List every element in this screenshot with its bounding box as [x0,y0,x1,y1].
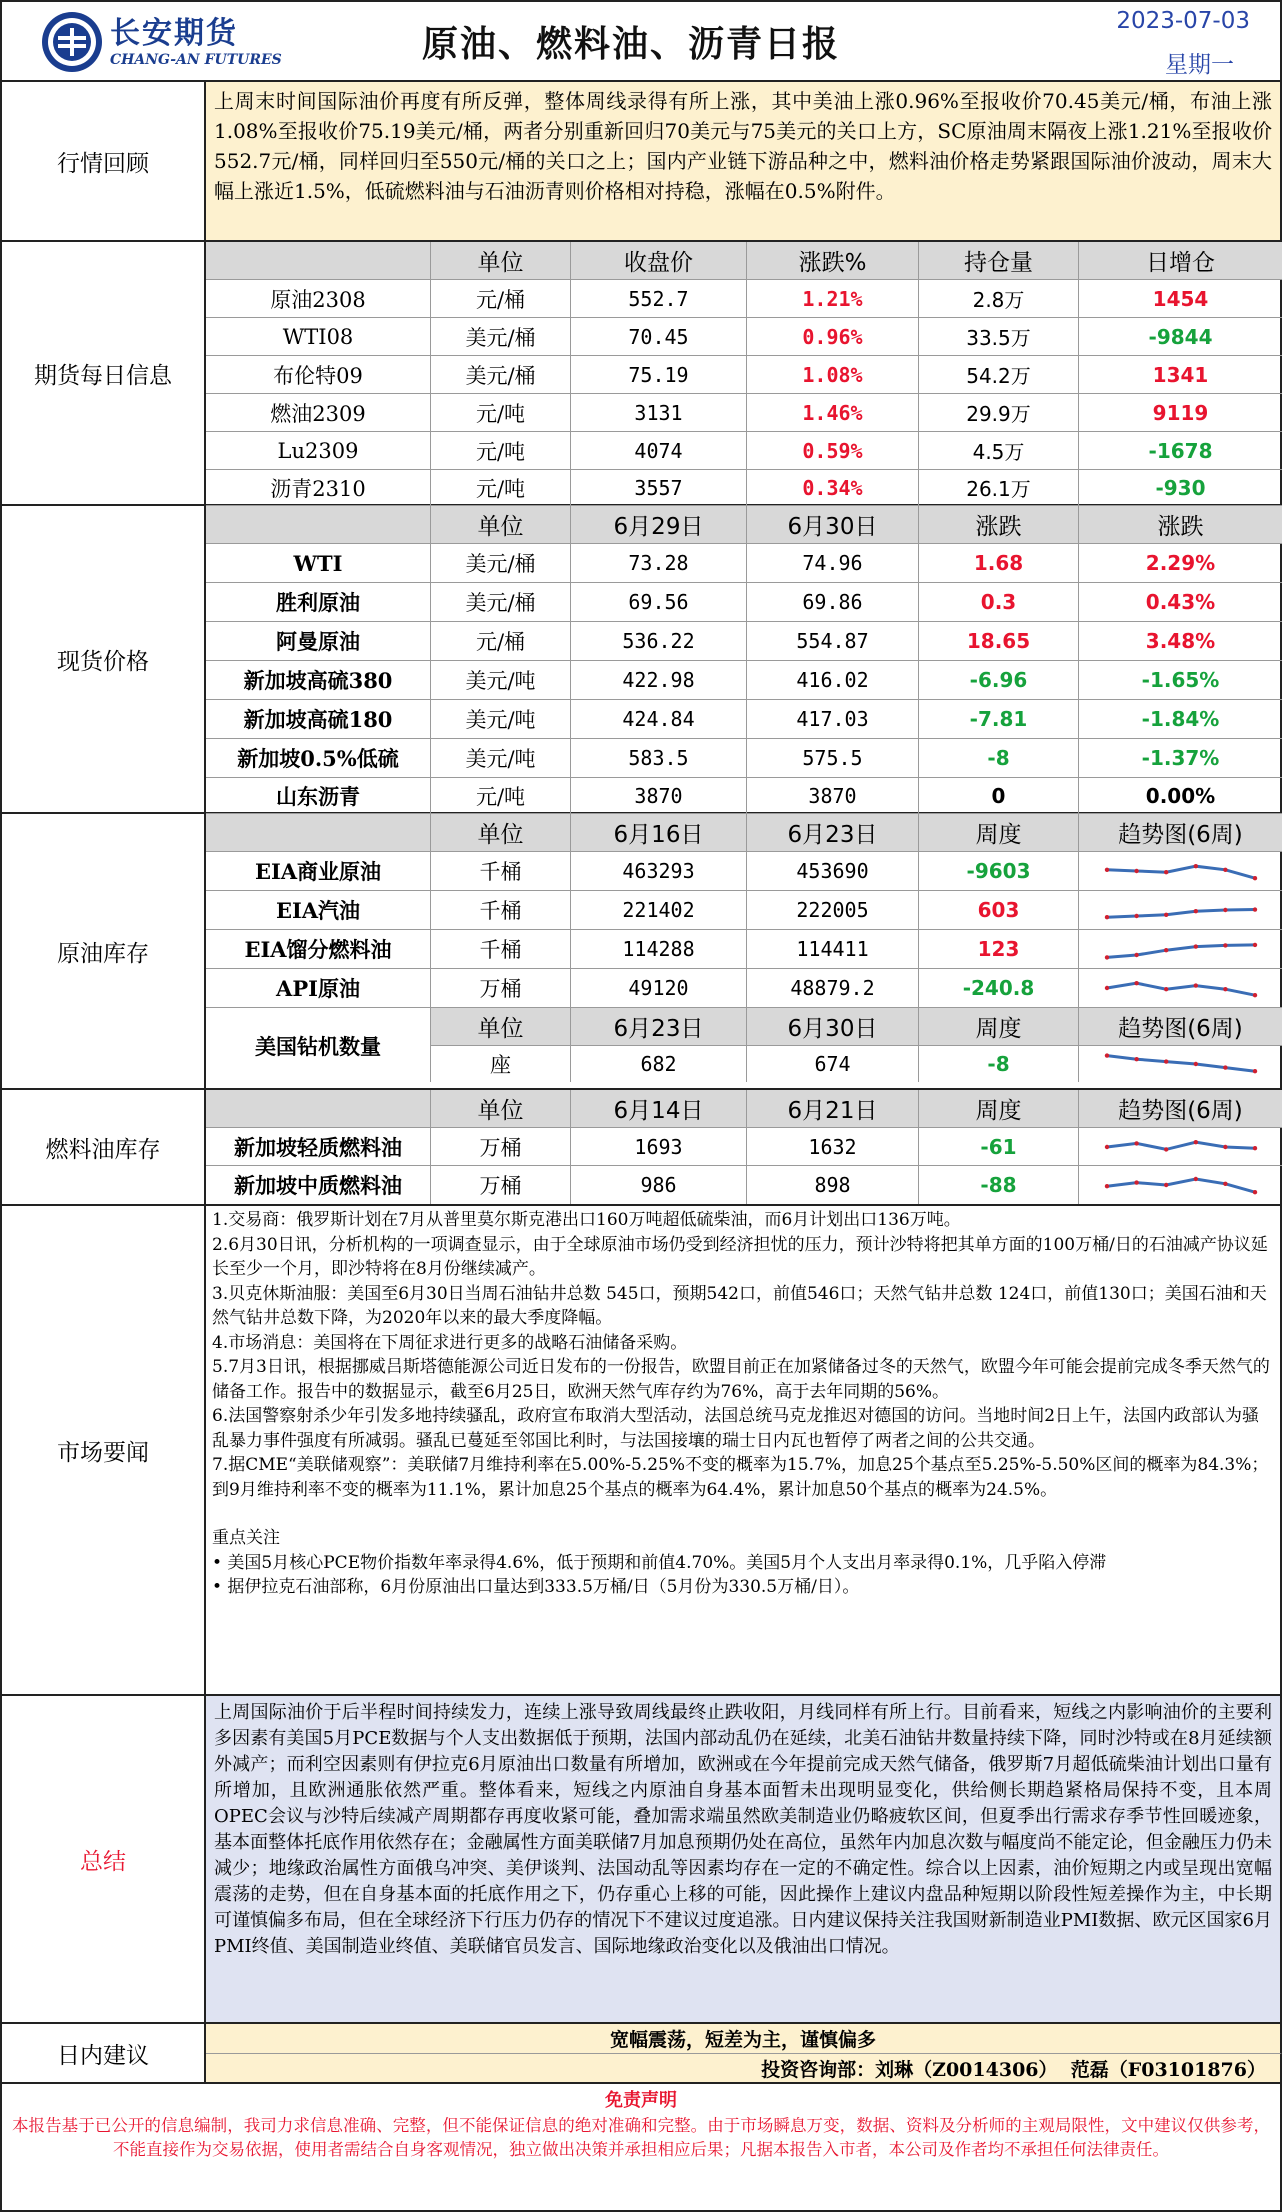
change-pct: 0.96% [746,318,918,355]
column-header: 6月23日 [570,1008,746,1045]
trend-point [1104,868,1108,872]
spot-name: 新加坡高硫380 [243,668,393,693]
unit: 千桶 [430,852,570,890]
value-week2: 222005 [746,891,918,929]
close-price: 4074 [570,432,746,469]
open-interest: 26.1万 [918,470,1078,505]
change-pct: -1.65% [1078,661,1282,699]
value-week1: 986 [570,1166,746,1204]
table-row [206,700,1282,739]
table-row [206,318,1282,356]
table-header-row [206,1090,1282,1128]
column-header [206,1090,430,1127]
trend-point [1104,986,1108,990]
news-item: 4.市场消息：美国将在下周征求进行更多的战略石油储备采购。 [212,1332,688,1353]
table-header-row [206,242,1282,280]
trend-point [1252,876,1256,880]
value-week1: 682 [570,1046,746,1082]
close-price: 552.7 [570,280,746,317]
unit: 美元/桶 [430,356,570,393]
trend-point [1104,955,1108,959]
table-row [206,891,1282,930]
price-day2: 74.96 [746,544,918,582]
trend-point [1193,944,1197,948]
daily-oi-change: -9844 [1078,318,1282,355]
column-header: 趋势图(6周) [1078,814,1282,851]
change: 0 [918,778,1078,813]
weekly-change: 123 [918,930,1078,968]
column-header: 涨跌 [1078,506,1282,543]
table-row [206,356,1282,394]
price-day2: 575.5 [746,739,918,777]
change-pct: -1.37% [1078,739,1282,777]
inventory-name: EIA汽油 [275,898,361,923]
weekly-change: -88 [918,1166,1078,1204]
trend-point [1134,914,1138,918]
column-header [206,814,430,851]
trend-point [1134,981,1138,985]
consultants: 投资咨询部：刘琳（Z0014306） 范磊（F03101876） [761,2058,1266,2081]
column-header: 周度 [918,814,1078,851]
unit: 元/吨 [430,470,570,505]
price-day1: 422.98 [570,661,746,699]
disclaimer-text: 本报告基于已公开的信息编制，我司力求信息准确、完整，但不能保证信息的绝对准确和完整。由于市场瞬息万变，数据、资料及分析师的主观局限性，文中建议仅供参考，不能直接作为交易依据，使用者需结合自身客观情况，独立做出决策并承担相应后果；凡据本报告入市者，本公司及作者均不承担任何法律责任。 [12,2116,1270,2159]
contract-name: 沥青2310 [270,476,366,501]
trend-sparkline [1101,1049,1261,1079]
trend-chart [1078,891,1282,929]
trend-line [1107,1142,1255,1149]
intraday-advice: 宽幅震荡，短差为主，谨慎偏多 [609,2029,876,2051]
spot-name: 新加坡0.5%低硫 [237,746,399,771]
change-pct: -1.84% [1078,700,1282,738]
review-text [206,82,1282,242]
column-header: 收盘价 [570,242,746,279]
review-paragraph: 上周末时间国际油价再度有所反弹，整体周线录得有所上涨，其中美油上涨0.96%至报收价70.45美元/桶，布油上涨1.08%至报收价75.19美元/桶，两者分别重新回归70美元与75美元的关口上方，SC原油周末隔夜上涨1.21%至报收价552.7元/桶，同样回归至550元/桶的关口之上；国内产业链下游品种之中，燃料油价格走势紧跟国际油价波动，周末大幅上涨近1.5%，低硫燃料油与石油沥青则价格相对持稳，涨幅在0.5%附件。 [214,89,1272,203]
column-header: 6月30日 [746,1008,918,1045]
spot-name: 新加坡高硫180 [243,707,393,732]
trend-sparkline [1101,1170,1261,1200]
weekly-change: 603 [918,891,1078,929]
focus-item: • 据伊拉克石油部称，6月份原油出口量达到333.5万桶/日（5月份为330.5万桶/日）。 [212,1577,860,1597]
news-item: 6.法国警察射杀少年引发多地持续骚乱，政府宣布取消大型活动，法国总统马克龙推迟对德国的访问。当地时间2日上午，法国内政部认为骚乱暴力事件强度有所减弱。骚乱已蔓延至邻国比利时，与法国接壤的瑞士日内瓦也暂停了两者之间的公共交通。 [212,1406,1260,1451]
price-day1: 69.56 [570,583,746,621]
weekly-change: -8 [918,1046,1078,1082]
table-row [206,1166,1282,1204]
spot-name: 山东沥青 [276,783,360,809]
price-day1: 536.22 [570,622,746,660]
unit: 座 [430,1046,570,1082]
open-interest: 54.2万 [918,356,1078,393]
contract-name: 原油2308 [270,287,366,312]
report-title: 原油、燃料油、沥青日报 [422,24,841,65]
trend-point [1193,864,1197,868]
change: 18.65 [918,622,1078,660]
value-week1: 1693 [570,1128,746,1165]
table-row [206,622,1282,661]
report-date: 2023-07-03 [1116,8,1250,34]
value-week1: 463293 [570,852,746,890]
trend-chart [1078,1046,1282,1082]
daily-oi-change: 1341 [1078,356,1282,393]
column-header: 日增仓 [1078,242,1282,279]
change-pct: 0.59% [746,432,918,469]
fuel-inventory-label: 燃料油库存 [0,1090,206,1206]
weekly-change: -240.8 [918,969,1078,1007]
column-header: 单位 [430,1090,570,1127]
change-pct: 0.34% [746,470,918,505]
trend-point [1223,943,1227,947]
trend-line [1107,1056,1255,1072]
change-pct: 1.21% [746,280,918,317]
crude-inventory-label: 原油库存 [0,814,206,1090]
trend-point [1223,987,1227,991]
changan-logo-icon [40,10,104,74]
daily-oi-change: 1454 [1078,280,1282,317]
trend-point [1104,1144,1108,1148]
unit: 千桶 [430,891,570,929]
trend-sparkline [1101,1132,1261,1162]
trend-point [1193,1177,1197,1181]
change-pct: 3.48% [1078,622,1282,660]
consultants-row [206,2054,1282,2084]
trend-line [1107,866,1255,878]
unit: 元/吨 [430,432,570,469]
trend-point [1164,870,1168,874]
daily-oi-change: -930 [1078,470,1282,505]
news-item: 1.交易商：俄罗斯计划在7月从普里莫尔斯克港出口160万吨超低硫柴油，而6月计划出口136万吨。 [212,1210,961,1230]
trend-point [1164,1183,1168,1187]
rig-count-name: 美国钻机数量 [206,1008,430,1084]
value-week2: 453690 [746,852,918,890]
value-week1: 221402 [570,891,746,929]
trend-point [1164,948,1168,952]
trend-line [1107,1179,1255,1192]
trend-point [1193,1062,1197,1066]
news-body [206,1206,1282,1696]
focus-title: 重点关注 [212,1528,280,1548]
change-pct: 0.43% [1078,583,1282,621]
unit: 千桶 [430,930,570,968]
trend-point [1223,1182,1227,1186]
spot-name: WTI [293,550,343,576]
column-header: 趋势图(6周) [1078,1008,1282,1045]
inventory-name: API原油 [276,976,360,1001]
intraday-advice-row [206,2024,1282,2054]
summary-label: 总结 [0,1696,206,2024]
column-header: 单位 [430,242,570,279]
news-item: 2.6月30日讯，分析机构的一项调查显示，由于全球原油市场仍受到经济担忧的压力，预计沙特将把其单方面的100万桶/日的石油减产协议延长至少一个月，即沙特将在8月份继续减产。 [212,1234,1268,1279]
weekly-change: -61 [918,1128,1078,1165]
news-label: 市场要闻 [0,1206,206,1696]
column-header [206,506,430,543]
open-interest: 33.5万 [918,318,1078,355]
price-day1: 73.28 [570,544,746,582]
trend-point [1193,983,1197,987]
trend-point [1252,1069,1256,1073]
daily-oi-change: -1678 [1078,432,1282,469]
column-header: 趋势图(6周) [1078,1090,1282,1127]
unit: 元/桶 [430,280,570,317]
trend-point [1134,1180,1138,1184]
trend-point [1252,1146,1256,1150]
change-pct: 1.08% [746,356,918,393]
trend-point [1134,953,1138,957]
value-week1: 114288 [570,930,746,968]
futures-label: 期货每日信息 [0,242,206,506]
close-price: 3557 [570,470,746,505]
change: -6.96 [918,661,1078,699]
change: 1.68 [918,544,1078,582]
trend-point [1164,1059,1168,1063]
table-row [206,544,1282,583]
trend-chart [1078,969,1282,1007]
trend-point [1164,987,1168,991]
column-header: 持仓量 [918,242,1078,279]
price-day2: 69.86 [746,583,918,621]
daily-oi-change: 9119 [1078,394,1282,431]
weekly-change: -9603 [918,852,1078,890]
header [0,0,1282,82]
spot-table [206,506,1282,814]
value-week1: 49120 [570,969,746,1007]
trend-point [1134,1057,1138,1061]
inventory-name: EIA馏分燃料油 [244,937,392,962]
trend-chart [1078,1166,1282,1204]
trend-point [1252,943,1256,947]
column-header: 单位 [430,814,570,851]
table-row [206,583,1282,622]
news-item: 5.7月3日讯，根据挪威吕斯塔德能源公司近日发布的一份报告，欧盟目前正在加紧储备过冬的天然气，欧盟今年可能会提前完成冬季天然气的储备工作。报告中的数据显示，截至6月25日，欧洲天然气库存约为76%，高于去年同期的56%。 [212,1357,1270,1402]
trend-line [1107,945,1255,957]
table-header-row [206,814,1282,852]
trend-point [1104,1053,1108,1057]
trend-chart [1078,930,1282,968]
column-header: 涨跌% [746,242,918,279]
value-week2: 898 [746,1166,918,1204]
close-price: 3131 [570,394,746,431]
change: -8 [918,739,1078,777]
focus-item: • 美国5月核心PCE物价指数年率录得4.6%，低于预期和前值4.70%。美国5月个人支出月率录得0.1%，几乎陷入停滞 [212,1552,1107,1573]
report-weekday: 星期一 [1165,52,1234,78]
trend-line [1107,983,1255,995]
unit: 元/吨 [430,394,570,431]
price-day1: 3870 [570,778,746,813]
trend-point [1223,868,1227,872]
trend-point [1193,1140,1197,1144]
value-week2: 114411 [746,930,918,968]
trend-sparkline [1101,856,1261,886]
unit: 美元/吨 [430,739,570,777]
unit: 美元/桶 [430,318,570,355]
open-interest: 4.5万 [918,432,1078,469]
column-header: 涨跌 [918,506,1078,543]
contract-name: 布伦特09 [273,363,363,388]
inventory-name: 新加坡中质燃料油 [234,1173,402,1198]
trend-sparkline [1101,934,1261,964]
table-row [206,394,1282,432]
price-day2: 554.87 [746,622,918,660]
trend-point [1252,907,1256,911]
table-row [206,852,1282,891]
unit: 美元/吨 [430,700,570,738]
table-row [206,969,1282,1008]
unit: 美元/吨 [430,661,570,699]
inventory-name: 新加坡轻质燃料油 [234,1134,402,1160]
trend-line [1107,910,1255,918]
contract-name: WTI08 [282,324,354,349]
trend-point [1134,869,1138,873]
change-pct: 2.29% [1078,544,1282,582]
price-day2: 417.03 [746,700,918,738]
disclaimer-title: 免责声明 [605,2090,677,2111]
intraday-label: 日内建议 [0,2024,206,2084]
rig-header-row [206,1008,1282,1059]
trend-chart [1078,1128,1282,1165]
column-header [206,242,430,279]
disclaimer [0,2084,1282,2212]
unit: 美元/桶 [430,583,570,621]
spot-label: 现货价格 [0,506,206,814]
column-header: 6月23日 [746,814,918,851]
column-header: 6月16日 [570,814,746,851]
column-header: 周度 [918,1090,1078,1127]
table-row [206,1128,1282,1166]
price-day2: 416.02 [746,661,918,699]
price-day2: 3870 [746,778,918,813]
column-header: 单位 [430,1008,570,1045]
summary-paragraph: 上周国际油价于后半程时间持续发力，连续上涨导致周线最终止跌收阳，月线同样有所上行。目前看来，短线之内影响油价的主要利多因素有美国5月PCE数据与个人支出数据低于预期，法国内部动乱仍在延续，北美石油钻井数量持续下降，同时沙特或在8月延续额外减产；而利空因素则有伊拉克6月原油出口数量有所增加，欧洲或在今年提前完成天然气储备，俄罗斯7月超低硫柴油计划出口量有所增加，且欧洲通胀依然严重。整体看来，短线之内原油自身基本面暂未出现明显变化，供给侧长期趋紧格局保持不变，且本周OPEC会议与沙特后续减产周期都存再度收紧可能，叠加需求端虽然欧美制造业仍略疲软区间，但夏季出行需求存季节性回暖迹象，基本面整体托底作用依然存在；金融属性方面美联储7月加息预期仍处在高位，虽然年内加息次数与幅度尚不能定论，但金融压力仍未减少；地缘政治属性方面俄乌冲突、美伊谈判、法国动乱等因素均存在一定的不确定性。综合以上因素，油价短期之内或呈现出宽幅震荡的走势，但在自身基本面的托底作用之下，仍存重心上移的可能，因此操作上建议内盘品种短期以阶段性短差操作为主，中长期可谨慎偏多布局，但在全球经济下行压力仍存的情况下不建议过度追涨。日内建议保持关注我国财新制造业PMI数据、欧元区国家6月PMI终值、美国制造业终值、美联储官员发言、国际地缘政治变化以及俄油出口情况。 [214,1702,1272,1957]
trend-point [1164,913,1168,917]
table-row [206,661,1282,700]
logo-text-en: CHANG-AN FUTURES [110,52,282,68]
review-label: 行情回顾 [0,82,206,242]
trend-point [1134,1141,1138,1145]
unit: 元/桶 [430,622,570,660]
value-week2: 48879.2 [746,969,918,1007]
change-pct: 0.00% [1078,778,1282,813]
trend-sparkline [1101,973,1261,1003]
change: -7.81 [918,700,1078,738]
table-row [206,930,1282,969]
trend-point [1223,1144,1227,1148]
logo-text-cn: 长安期货 [110,16,238,51]
open-interest: 29.9万 [918,394,1078,431]
unit: 万桶 [430,1166,570,1204]
value-week2: 1632 [746,1128,918,1165]
spot-name: 胜利原油 [276,590,360,615]
table-header-row [206,506,1282,544]
unit: 元/吨 [430,778,570,813]
column-header: 周度 [918,1008,1078,1045]
spot-name: 阿曼原油 [276,629,360,654]
fuel-inventory-table [206,1090,1282,1206]
logo [40,10,104,74]
price-day1: 424.84 [570,700,746,738]
table-row [206,778,1282,814]
trend-point [1104,1184,1108,1188]
contract-name: 燃油2309 [270,401,366,426]
summary-body [206,1696,1282,2024]
contract-name: Lu2309 [277,438,359,463]
news-item: 3.贝克休斯油服：美国至6月30日当周石油钻井总数 545口，预期542口，前值546口；天然气钻井总数 124口，前值130口；美国石油和天然气钻井总数下降，为2020年以来的最大季度降幅。 [212,1283,1267,1328]
column-header: 单位 [430,506,570,543]
trend-point [1223,1065,1227,1069]
unit: 美元/桶 [430,544,570,582]
close-price: 70.45 [570,318,746,355]
open-interest: 2.8万 [918,280,1078,317]
trend-point [1252,993,1256,997]
column-header: 6月21日 [746,1090,918,1127]
table-row [206,432,1282,470]
inventory-name: EIA商业原油 [254,859,382,884]
table-row [206,739,1282,778]
trend-sparkline [1101,895,1261,925]
trend-point [1104,915,1108,919]
unit: 万桶 [430,1128,570,1165]
price-day1: 583.5 [570,739,746,777]
trend-chart [1078,852,1282,890]
news-item: 7.据CME“美联储观察”：美联储7月维持利率在5.00%-5.25%不变的概率为15.7%，加息25个基点至5.25%-5.50%区间的概率为84.3%；到9月维持利率不变的概率为11.1%，累计加息25个基点的概率为64.4%，累计加息50个基点的概率为24.5%。 [212,1455,1269,1500]
close-price: 75.19 [570,356,746,393]
trend-point [1252,1190,1256,1194]
trend-point [1193,909,1197,913]
crude-inventory-table [206,814,1282,1090]
column-header: 6月29日 [570,506,746,543]
value-week2: 674 [746,1046,918,1082]
trend-point [1164,1147,1168,1151]
table-row [206,280,1282,318]
change-pct: 1.46% [746,394,918,431]
column-header: 6月30日 [746,506,918,543]
unit: 万桶 [430,969,570,1007]
futures-table [206,242,1282,506]
change: 0.3 [918,583,1078,621]
column-header: 6月14日 [570,1090,746,1127]
table-row [206,470,1282,506]
trend-point [1223,908,1227,912]
